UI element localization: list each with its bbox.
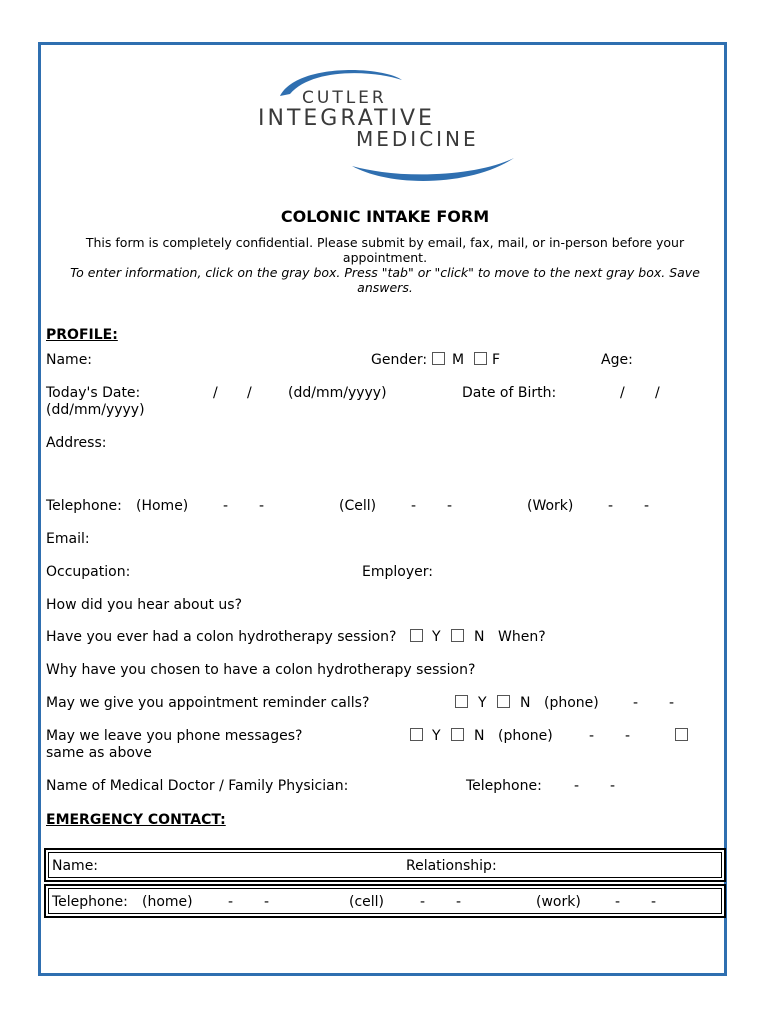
phone-dash: -	[651, 894, 657, 910]
reminder-phone-label: (phone)	[544, 695, 599, 711]
same-as-above-checkbox[interactable]	[675, 728, 688, 741]
hear-about-label: How did you hear about us?	[46, 597, 242, 613]
dob-slash: /	[620, 385, 625, 401]
email-label: Email:	[46, 531, 90, 547]
colon-session-question: Have you ever had a colon hydrotherapy session?	[46, 629, 397, 645]
intro-line-4: answers.	[357, 280, 413, 295]
phone-dash: -	[669, 695, 675, 711]
form-title: COLONIC INTAKE FORM	[280, 207, 490, 226]
date-format-hint: (dd/mm/yyyy)	[288, 385, 387, 401]
colon-no-checkbox[interactable]	[451, 629, 464, 642]
reminder-question: May we give you appointment reminder calls?	[46, 695, 370, 711]
emergency-relationship-label: Relationship:	[406, 858, 497, 874]
todays-date-label: Today's Date:	[46, 385, 141, 401]
cell-phone-label: (Cell)	[339, 498, 377, 514]
phone-dash: -	[644, 498, 650, 514]
telephone-label: Telephone:	[46, 498, 122, 514]
intro-line-3: To enter information, click on the gray box. Press "tab" or "click" to move to the next gray box. Save	[70, 265, 700, 280]
address-label: Address:	[46, 435, 107, 451]
reminder-yes-checkbox[interactable]	[455, 695, 468, 708]
doctor-telephone-label: Telephone:	[466, 778, 542, 794]
gender-m-checkbox[interactable]	[432, 352, 445, 365]
messages-no-label: N	[474, 728, 485, 744]
name-label: Name:	[46, 352, 93, 368]
doctor-label: Name of Medical Doctor / Family Physician:	[46, 778, 349, 794]
when-label: When?	[498, 629, 546, 645]
phone-dash: -	[625, 728, 631, 744]
phone-dash: -	[610, 778, 616, 794]
dob-label: Date of Birth:	[462, 385, 557, 401]
reminder-no-checkbox[interactable]	[497, 695, 510, 708]
phone-dash: -	[259, 498, 265, 514]
age-label: Age:	[601, 352, 633, 368]
messages-yes-label: Y	[432, 728, 441, 744]
colon-yes-label: Y	[432, 629, 441, 645]
intro-line-1: This form is completely confidential. Please submit by email, fax, mail, or in-person before your	[85, 235, 685, 250]
phone-dash: -	[615, 894, 621, 910]
reminder-no-label: N	[520, 695, 531, 711]
logo-line-integrative: INTEGRATIVE	[258, 106, 435, 131]
same-as-above-label: same as above	[46, 745, 152, 761]
logo-line-medicine: MEDICINE	[356, 127, 479, 151]
phone-dash: -	[420, 894, 426, 910]
reminder-yes-label: Y	[478, 695, 487, 711]
phone-dash: -	[633, 695, 639, 711]
emergency-name-label: Name:	[52, 858, 99, 874]
messages-yes-checkbox[interactable]	[410, 728, 423, 741]
phone-dash: -	[589, 728, 595, 744]
date-slash: /	[213, 385, 218, 401]
phone-dash: -	[223, 498, 229, 514]
why-question: Why have you chosen to have a colon hydrotherapy session?	[46, 662, 476, 678]
phone-dash: -	[447, 498, 453, 514]
work-phone-label: (Work)	[527, 498, 574, 514]
logo-line-cutler: CUTLER	[302, 88, 387, 108]
gender-label: Gender:	[371, 352, 428, 368]
phone-dash: -	[411, 498, 417, 514]
employer-label: Employer:	[362, 564, 433, 580]
dob-format-hint: (dd/mm/yyyy)	[46, 402, 145, 418]
emergency-telephone-label: Telephone:	[52, 894, 128, 910]
phone-dash: -	[574, 778, 580, 794]
occupation-label: Occupation:	[46, 564, 131, 580]
emergency-heading: EMERGENCY CONTACT:	[46, 812, 226, 828]
phone-dash: -	[456, 894, 462, 910]
emergency-work-label: (work)	[536, 894, 581, 910]
emergency-home-label: (home)	[142, 894, 193, 910]
date-slash: /	[247, 385, 252, 401]
profile-heading: PROFILE:	[46, 327, 118, 343]
phone-dash: -	[608, 498, 614, 514]
dob-slash: /	[655, 385, 660, 401]
gender-m-label: M	[452, 352, 465, 368]
clinic-logo	[252, 58, 522, 188]
phone-dash: -	[264, 894, 270, 910]
messages-no-checkbox[interactable]	[451, 728, 464, 741]
gender-f-checkbox[interactable]	[474, 352, 487, 365]
messages-phone-label: (phone)	[498, 728, 553, 744]
phone-dash: -	[228, 894, 234, 910]
emergency-name-row	[44, 848, 726, 882]
colon-no-label: N	[474, 629, 485, 645]
emergency-cell-label: (cell)	[349, 894, 385, 910]
colon-yes-checkbox[interactable]	[410, 629, 423, 642]
home-phone-label: (Home)	[136, 498, 189, 514]
intro-line-2: appointment.	[342, 250, 428, 265]
messages-question: May we leave you phone messages?	[46, 728, 303, 744]
gender-f-label: F	[492, 352, 501, 368]
